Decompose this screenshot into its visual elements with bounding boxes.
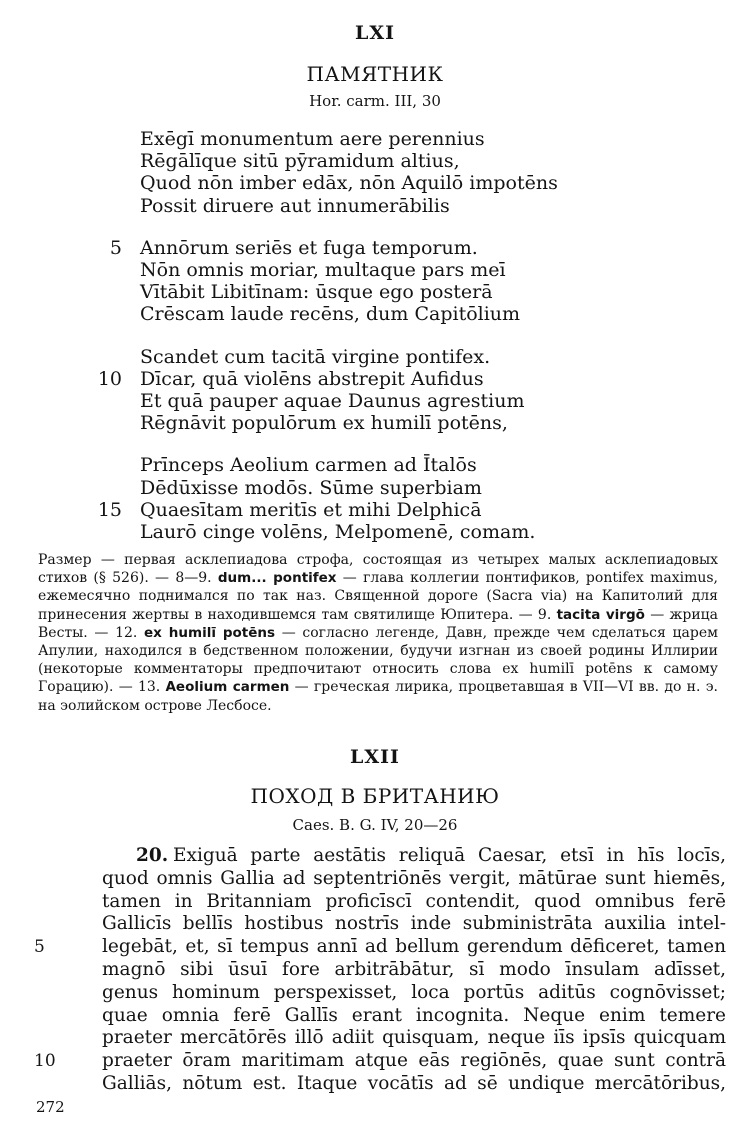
poem-line-text: Rēgnāvit populōrum ex humilī potēns, [140,412,508,435]
poem-line-text: Prīnceps Aeolium carmen ad Ītalōs [140,454,477,477]
line-number: 10 [97,367,122,390]
line-number: 10 [34,1051,56,1072]
poem-line-text: Annōrum seriēs et fuga temporum. [140,236,478,259]
poem-line-text: Et quā pauper aquae Daunus agrestium [140,390,525,412]
line-number: 15 [97,498,122,521]
commentary-note [38,551,718,715]
prose-line-text: praeter mercātōrēs illō adiit quisquam, neque iīs ipsīs quicquam [102,1027,726,1049]
poem-line-text: Dēdūxisse modōs. Sūme superbiam [140,476,482,499]
poem-line-text: Dīcar, quā violēns abstrepit Aufidus [140,367,484,390]
poem-line-text: Quaesītam meritīs et mihi Delphicā [140,498,482,521]
prose-line [36,959,726,981]
note-term: tacita virgō [556,606,645,623]
line-number: 5 [34,937,45,958]
prose-line-text: quod omnis Gallia ad septentriōnēs vergit, mātūrae sunt hiemēs, [102,867,726,889]
prose-line [36,1027,726,1049]
poem-line-text: Exēgī monumentum aere perennius [140,128,485,150]
line-number: 5 [109,236,122,259]
prose-line-text: tamen in Britanniam proficīscī contendit, quod omnibus ferē [102,890,726,912]
prose-line [36,1005,726,1027]
section-number: LXII [350,746,400,768]
section-number: LXI [355,22,395,44]
prose-line-text: legebāt, et, sī tempus annī ad bellum gerendum dēficeret, tamen [102,936,726,958]
prose-line-text: Exiguā parte aestātis reliquā Caesar, etsī in hīs locīs, [173,845,726,866]
prose-line [36,845,726,867]
section-source: Hor. carm. III, 30 [309,92,441,110]
prose-line-text: quae omnia ferē Gallīs erant incognita. Neque enim temere [102,1004,726,1026]
prose-line-text: praeter ōram maritimam atque eās regiōnēs, quae sunt contrā [102,1050,726,1072]
poem-line-text: Rēgālīque sitū pȳramidum altius, [140,150,460,173]
note-term: ex humilī potēns [144,624,276,641]
note-term: Aeolium carmen [165,679,290,696]
chapter-number: 20. [136,845,169,866]
note-text: — греческая лирика, процветавшая в VII—VI вв. до н. э. на эолийском острове Лесбосе. [38,679,718,714]
note-text: — согласно легенде, Давн, прежде чем сделаться царем Апулии, находился в бедственном положении, будучи изгнан из своей родины Иллирии (некоторые комментаторы предпочитают относить слова ex humilī potēns к самому Горацию). — 13. [38,624,718,696]
prose-line [36,868,726,890]
section-title: ПАМЯТНИК [306,62,444,86]
prose-line-text: Galliās, nōtum est. Itaque vocātīs ad sē undique mercātōribus, [102,1073,726,1094]
note-text: — глава коллегии понтификов, pontifex maximus, ежемесячно поднимался по так наз. Священной дороге (Sacra via) на Капитолий для принесения жертвы в находившемся там святилище Юпитера. — 9. [38,570,719,623]
prose-line [36,1050,726,1072]
note-term: dum... pontifex [217,570,337,587]
prose-line [36,913,726,935]
poem-line-text: Quod nōn imber edāx, nōn Aquilō impotēns [140,172,558,195]
note-text: Размер — первая асклепиадова строфа, состоящая из четырех малых асклепиадовых стихов (§ 526). — 8—9. [38,552,718,587]
prose-line-text: genus hominum perspexisset, loca portūs aditūs cognōvisset; [102,981,726,1003]
prose-line [36,982,726,1004]
note-text: — жрица Весты. — 12. [38,606,719,641]
section-title: ПОХОД В БРИТАНИЮ [250,784,500,808]
poem-line-text: Crēscam laude recēns, dum Capitōlium [140,303,521,326]
prose-line [36,891,726,913]
poem-line-text: Laurō cinge volēns, Melpomenē, comam. [140,521,536,543]
poem-line-text: Scandet cum tacitā virgine pontifex. [140,345,491,368]
prose-line-text: magnō sibi ūsuī fore arbitrābātur, sī modo īnsulam adīsset, [102,959,726,980]
page-number: 272 [36,1098,65,1116]
prose-line [36,936,726,958]
prose-line-text: Gallicīs bellīs hostibus nostrīs inde subministrāta auxilia intel- [102,913,726,935]
prose-line [36,1073,726,1095]
section-source: Caes. B. G. IV, 20—26 [292,816,458,834]
poem-line-text: Nōn omnis moriar, multaque pars meī [140,259,506,281]
poem-line-text: Possit diruere aut innumerābilis [140,194,450,217]
poem-line-text: Vītābit Libitīnam: ūsque ego posterā [140,281,493,304]
